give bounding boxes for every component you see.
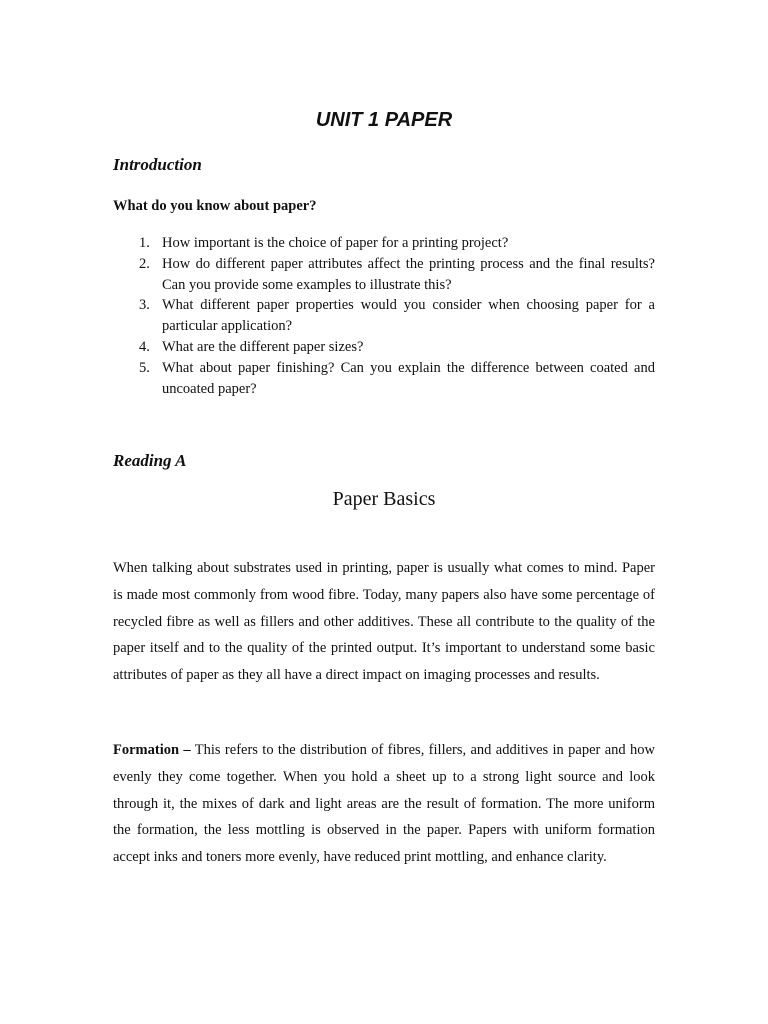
unit-title: UNIT 1 PAPER — [315, 109, 453, 131]
question-item — [113, 254, 655, 296]
formation-text: This refers to the distribution of fibres, fillers, and additives in paper and how evenly they come together. When you hold a sheet up to a strong light source and look through it, the mixes of dark and light areas are the result of formation. The more uniform the formation, the less mottling is observed in the paper. Papers with uniform formation accept inks and toners more evenly, have reduced print mottling, and enhance clarity. — [113, 742, 655, 866]
question-number: 5. — [139, 359, 150, 376]
article-title: Paper Basics — [332, 488, 436, 510]
formation-term: Formation – — [113, 742, 191, 758]
question-text: How do different paper attributes affect the printing process and the final results? Can you provide some examples to illustrate this? — [162, 255, 655, 293]
question-text: What different paper properties would you consider when choosing paper for a particular application? — [162, 297, 655, 335]
question-number: 1. — [139, 235, 150, 251]
question-item — [113, 337, 655, 358]
question-text: What are the different paper sizes? — [162, 338, 364, 355]
reading-heading: Reading A — [113, 451, 187, 470]
question-text: How important is the choice of paper for a printing project? — [162, 235, 509, 251]
introduction-heading: Introduction — [113, 155, 202, 174]
question-list — [113, 233, 655, 399]
question-number: 2. — [139, 255, 150, 272]
question-number: 4. — [139, 338, 150, 355]
question-number: 3. — [139, 297, 150, 314]
question-item — [113, 358, 655, 400]
intro-paragraph: When talking about substrates used in printing, paper is usually what comes to mind. Paper is made most commonly from wood fibre. Today, many papers also have some percentage of recycled fibre as well as fillers and other additives. These all contribute to the quality of the paper itself and to the quality of the printed output. It’s important to understand some basic attributes of paper as they all have a direct impact on imaging processes and results. — [113, 560, 655, 684]
question-item — [113, 295, 655, 337]
question-item — [113, 233, 655, 254]
question-heading: What do you know about paper? — [113, 198, 317, 214]
formation-paragraph — [113, 737, 655, 871]
question-text: What about paper finishing? Can you explain the difference between coated and uncoated paper? — [162, 359, 655, 397]
